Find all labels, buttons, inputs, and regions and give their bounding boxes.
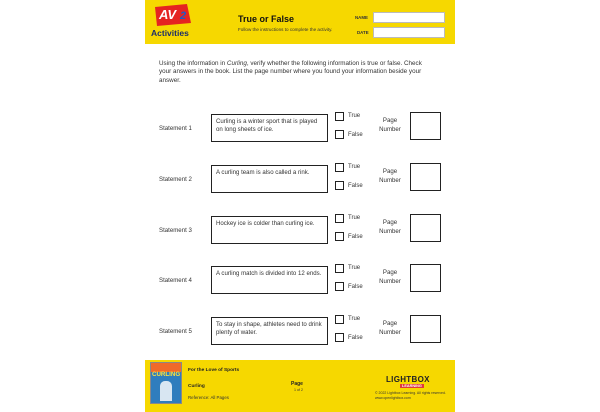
lightbox-logo-sub: LEARNING [402,384,422,388]
name-label: NAME [355,15,368,20]
page-number-label: Page Number [379,269,401,285]
page-number-field[interactable] [410,163,441,191]
page-number-label: Page Number [379,219,401,235]
true-checkbox[interactable] [335,264,344,273]
false-label: False [348,335,363,341]
footer-bar [145,360,455,412]
statement-label: Statement 2 [159,176,192,183]
true-checkbox[interactable] [335,112,344,121]
true-label: True [348,164,361,170]
true-checkbox[interactable] [335,315,344,324]
date-field[interactable] [373,27,445,38]
true-checkbox[interactable] [335,163,344,172]
instructions-book-title: Curling [226,60,247,67]
statement-row-4 [145,264,455,298]
name-field[interactable] [373,12,445,23]
false-checkbox[interactable] [335,282,344,291]
true-label: True [348,316,361,322]
statement-text: To stay in shape, athletes need to drink plenty of water. [211,317,328,345]
false-label: False [348,234,363,240]
statement-label: Statement 3 [159,227,192,234]
statement-text: A curling match is divided into 12 ends. [211,266,328,294]
svg-text:2: 2 [180,10,187,22]
page-count: 1 of 2 [294,388,303,392]
false-checkbox[interactable] [335,181,344,190]
book-title: Curling [188,384,205,389]
page-number-field[interactable] [410,264,441,292]
statement-text: Curling is a winter sport that is played on long sheets of ice. [211,114,328,142]
true-label: True [348,265,361,271]
copyright-line: © 2022 Lightbox Learning. All rights reserved. [375,391,446,395]
statement-text: Hockey ice is colder than curling ice. [211,216,328,244]
website-line[interactable]: www.openlightbox.com [375,396,411,400]
statement-row-1 [145,112,455,146]
header-bar [145,0,455,44]
page-subtitle: Follow the instructions to complete the activity. [238,27,333,32]
series-title: For the Love of Sports [188,368,240,373]
page-number-label: Page Number [379,117,401,133]
statement-row-5 [145,315,455,349]
false-label: False [348,132,363,138]
svg-text:AV: AV [159,7,177,22]
page-title: True or False [238,14,295,24]
statement-row-3 [145,214,455,248]
page-word: Page [291,381,303,387]
page-number-label: Page Number [379,168,401,184]
true-label: True [348,113,361,119]
false-label: False [348,183,363,189]
page-number-field[interactable] [410,214,441,242]
book-cover-title: CURLING [152,371,181,378]
logo-label: Activities [151,28,189,38]
instructions-text-after: , verify whether the following information is true or false. Check your answers in the book. List the page number where you found your information beside your answer. [159,60,422,84]
instructions [159,60,434,85]
false-checkbox[interactable] [335,232,344,241]
curler-figure-icon [160,381,172,401]
statement-label: Statement 1 [159,125,192,132]
true-label: True [348,215,361,221]
date-label: DATE [357,30,369,35]
av2-logo-icon [153,3,193,27]
false-label: False [348,284,363,290]
page-number-label: Page Number [379,320,401,336]
true-checkbox[interactable] [335,214,344,223]
false-checkbox[interactable] [335,130,344,139]
statement-text: A curling team is also called a rink. [211,165,328,193]
lightbox-logo: LIGHTBOX [386,375,430,384]
worksheet-page [145,0,455,412]
statement-row-2 [145,163,455,197]
statement-label: Statement 5 [159,328,192,335]
copyright [375,391,446,401]
reference: Reference: All Pages [188,395,230,400]
book-cover-image [150,362,182,404]
page-number-field[interactable] [410,315,441,343]
statement-label: Statement 4 [159,277,192,284]
instructions-text-before: Using the information in [159,60,227,67]
false-checkbox[interactable] [335,333,344,342]
page-number-field[interactable] [410,112,441,140]
